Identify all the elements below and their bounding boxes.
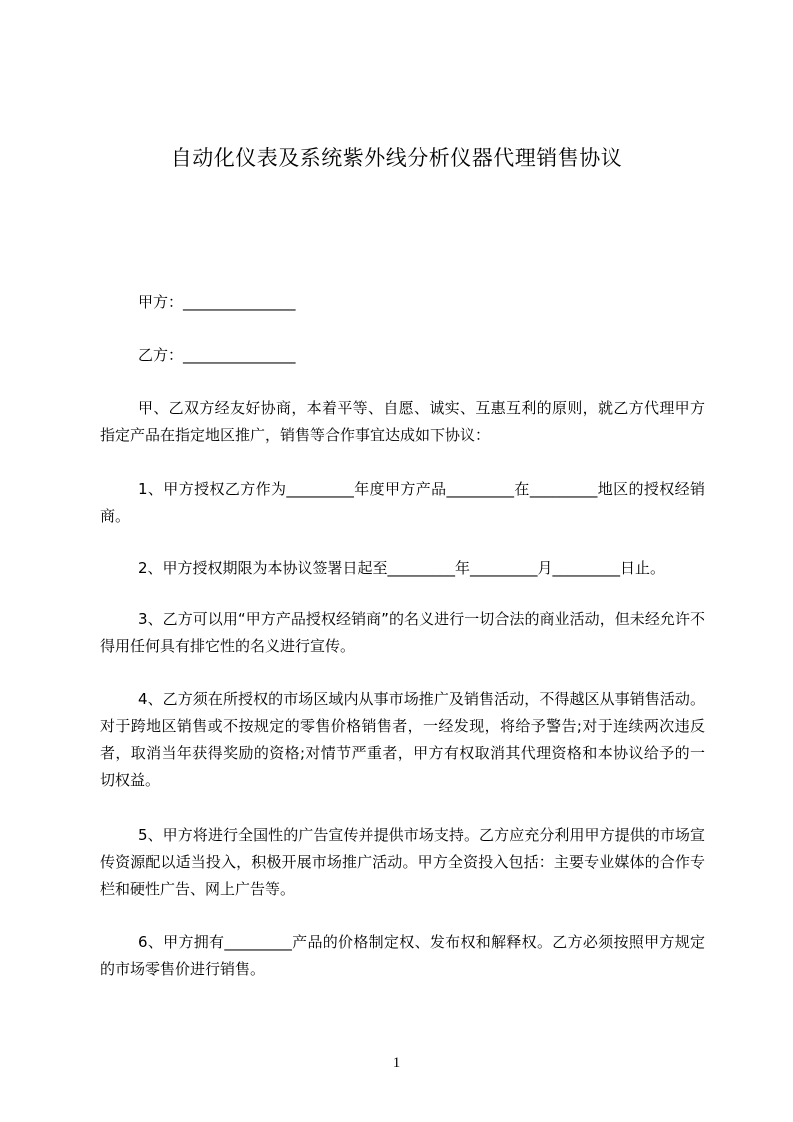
clause-5: 5、甲方将进行全国性的广告宣传并提供市场支持。乙方应充分利用甲方提供的市场宣传资源配以适当投入，积极开展市场推广活动。甲方全资投入包括：主要专业媒体的合作专栏和硬性广告、网上广告等。 [100, 826, 705, 898]
clause-4: 4、乙方须在所授权的市场区域内从事市场推广及销售活动，不得越区从事销售活动。对于跨地区销售或不按规定的零售价格销售者，一经发现，将给予警告;对于连续两次违反者，取消当年获得奖励的资格;对情节严重者，甲方有权取消其代理资格和本协议给予的一切权益。 [100, 690, 705, 789]
party-b-blank: _______________ [183, 346, 296, 364]
page-number: 1 [392, 1055, 401, 1071]
party-b-line [138, 345, 296, 365]
clause-6: 6、甲方拥有_________产品的价格制定权、发布权和解释权。乙方必须按照甲方规定的市场零售价进行销售。 [100, 933, 705, 978]
clause-3: 3、乙方可以用“甲方产品授权经销商”的名义进行一切合法的商业活动，但未经允许不得用任何具有排它性的名义进行宣传。 [100, 610, 705, 655]
party-a-label: 甲方： [138, 293, 184, 311]
document-title: 自动化仪表及系统紫外线分析仪器代理销售协议 [170, 146, 623, 170]
clause-2: 2、甲方授权期限为本协议签署日起至_________年_________月_________日止。 [138, 559, 666, 577]
intro-paragraph: 甲、乙双方经友好协商，本着平等、自愿、诚实、互惠互利的原则，就乙方代理甲方指定产品在指定地区推广，销售等合作事宜达成如下协议： [100, 399, 705, 444]
party-a-blank: _______________ [183, 293, 296, 311]
party-a-line [138, 292, 296, 312]
clause-1: 1、甲方授权乙方作为_________年度甲方产品_________在_________地区的授权经销商。 [100, 480, 705, 525]
party-b-label: 乙方： [138, 346, 184, 364]
